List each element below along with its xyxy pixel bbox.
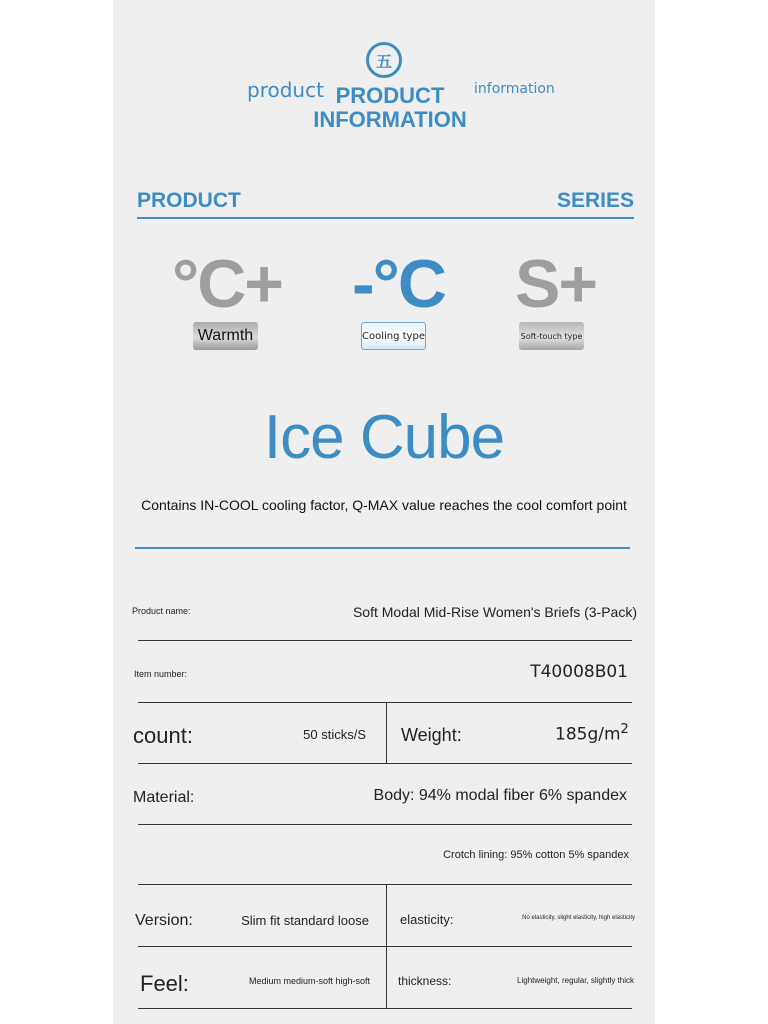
series-tag-warmth[interactable]: Warmth (193, 322, 258, 350)
series-tag-soft-touch[interactable]: Soft-touch type (519, 322, 584, 350)
version-value: Slim fit standard loose (241, 913, 369, 928)
series-divider (137, 217, 634, 219)
spec-row-divider (138, 640, 632, 641)
material-crotch-value: Crotch lining: 95% cotton 5% spandex (443, 849, 629, 861)
title-divider (135, 547, 630, 549)
item-number-value: T40008B01 (530, 662, 628, 682)
thickness-label: thickness: (398, 974, 452, 988)
series-left-label: PRODUCT (137, 189, 241, 212)
weight-number: 185g/m (555, 724, 621, 745)
page-title-line2: INFORMATION (313, 107, 467, 132)
warmth-symbol-icon: °C+ (172, 246, 283, 322)
spec-row-divider (138, 946, 632, 947)
series-tag-cooling[interactable]: Cooling type (361, 322, 426, 350)
spec-row-divider (138, 824, 632, 825)
thickness-value: Lightweight, regular, slightly thick (517, 976, 634, 985)
weight-label: Weight: (401, 725, 462, 745)
series-right-label: SERIES (556, 189, 634, 212)
cooling-symbol-icon: -°C (352, 246, 445, 322)
count-value: 50 sticks/S (303, 727, 366, 742)
feel-value: Medium medium-soft high-soft (248, 976, 370, 986)
page-title (310, 84, 470, 132)
header-left-word: product (247, 78, 324, 102)
spec-row-divider (138, 884, 632, 885)
page-title-line1: PRODUCT (335, 83, 445, 108)
spec-column-divider (386, 702, 387, 764)
weight-exponent: 2 (620, 722, 629, 737)
spec-row-divider (138, 763, 632, 764)
product-name-value: Soft Modal Mid-Rise Women's Briefs (3-Pack) (352, 604, 637, 620)
material-body-value: Body: 94% modal fiber 6% spandex (373, 787, 627, 804)
count-label: count: (133, 723, 193, 748)
spec-row-divider (138, 702, 632, 703)
version-label: Version: (135, 912, 193, 929)
header-right-word: information (474, 81, 555, 97)
spec-row-divider (138, 1008, 632, 1009)
weight-value (555, 722, 629, 745)
item-number-label: Item number: (134, 669, 188, 679)
soft-touch-symbol-icon: S+ (515, 246, 597, 322)
elasticity-value: No elasticity, slight elasticity, high elasticity (522, 915, 635, 921)
elasticity-label: elasticity: (400, 912, 454, 927)
brand-emblem-icon: 五 (366, 42, 402, 78)
product-subtitle: Contains IN-COOL cooling factor, Q-MAX value reaches the cool comfort point (141, 497, 627, 513)
product-name-label: Product name: (132, 606, 191, 616)
feel-label: Feel: (140, 971, 189, 996)
material-label: Material: (133, 789, 195, 806)
product-title: Ice Cube (263, 403, 505, 472)
